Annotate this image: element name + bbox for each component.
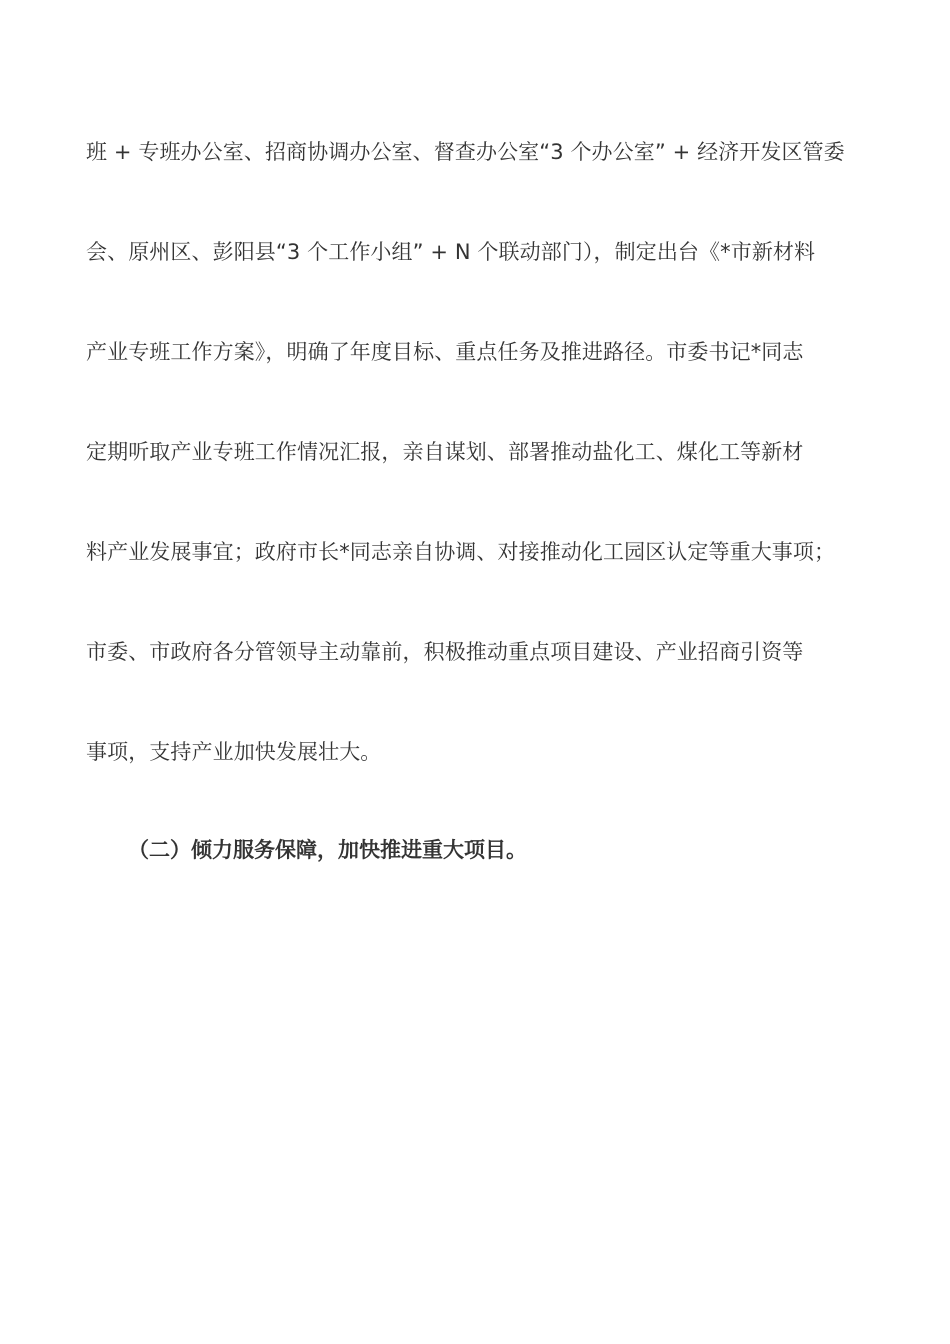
paragraph-line: 料产业发展事宜；政府市长*同志亲自协调、对接推动化工园区认定等重大事项； (86, 540, 836, 564)
paragraph-line: 定期听取产业专班工作情况汇报，亲自谋划、部署推动盐化工、煤化工等新材 (86, 440, 804, 464)
body-paragraph (86, 130, 886, 830)
paragraph-line: 事项，支持产业加快发展壮大。 (86, 740, 382, 764)
paragraph-line: 市委、市政府各分管领导主动靠前，积极推动重点项目建设、产业招商引资等 (86, 640, 804, 664)
paragraph-line: 班 + 专班办公室、招商协调办公室、督查办公室“3 个办公室” + 经济开发区管委 (86, 140, 845, 164)
paragraph-line: 会、原州区、彭阳县“3 个工作小组” + N 个联动部门），制定出台《*市新材料 (86, 240, 816, 264)
paragraph-line: 产业专班工作方案》，明确了年度目标、重点任务及推进路径。市委书记*同志 (86, 340, 804, 364)
section-heading: （二）倾力服务保障，加快推进重大项目。 (128, 838, 527, 862)
